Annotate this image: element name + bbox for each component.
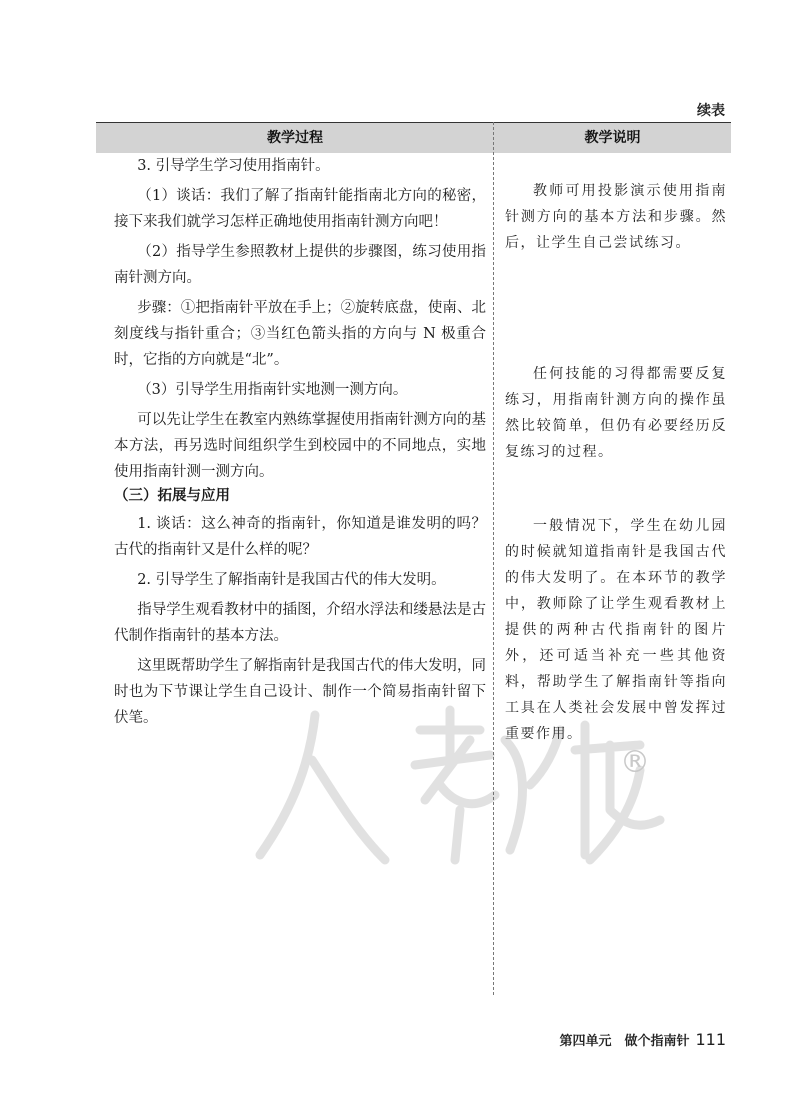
process-paragraph-3: （3）引导学生用指南针实地测一测方向。 — [137, 382, 408, 398]
process-paragraph-4: 可以先让学生在教室内熟练掌握使用指南针测方向的基本方法，再另选时间组织学生到校园中的不同地点，实地使用指南针测一测方向。 — [114, 412, 486, 480]
header-teaching-notes: 教学说明 — [584, 130, 641, 146]
process-steps: 步骤：①把指南针平放在手上；②旋转底盘，使南、北刻度线与指针重合；③当红色箭头指的方向与 N 极重合时，它指的方向就是“北”。 — [114, 300, 486, 368]
process-item3-title: 3. 引导学生学习使用指南针。 — [137, 158, 330, 174]
page-number: 111 — [695, 1030, 726, 1049]
registered-mark: ® — [620, 745, 650, 780]
continued-label: 续表 — [697, 103, 725, 119]
extension-paragraph-2: 2. 引导学生了解指南针是我国古代的伟大发明。 — [137, 572, 446, 588]
note-1-text: 教师可用投影演示使用指南针测方向的基本方法和步骤。然后，让学生自己尝试练习。 — [505, 183, 727, 251]
note-2-text: 任何技能的习得都需要反复练习，用指南针测方向的操作虽然比较简单，但仍有必要经历反复练习的过程。 — [505, 366, 727, 460]
header-teaching-process: 教学过程 — [267, 130, 323, 146]
note-1 — [505, 178, 727, 256]
note-3-text: 一般情况下，学生在幼儿园的时候就知道指南针是我国古代的伟大发明了。在本环节的教学中，教师除了让学生观看教材上提供的两种古代指南针的图片外，还可适当补充一些其他资料，帮助学生了解指南针等指向工具在人类社会发展中曾发挥过重要作用。 — [505, 518, 727, 742]
footer-chapter: 第四单元 做个指南针 — [559, 1034, 690, 1049]
page-footer — [559, 1030, 726, 1049]
process-paragraph-1: （1）谈话：我们了解了指南针能指南北方向的秘密，接下来我们就学习怎样正确地使用指南针测方向吧！ — [114, 188, 486, 230]
extension-paragraph-3: 指导学生观看教材中的插图，介绍水浮法和缕悬法是古代制作指南针的基本方法。 — [114, 602, 486, 644]
note-2 — [505, 361, 727, 465]
process-block-1 — [114, 153, 486, 489]
process-paragraph-2: （2）指导学生参照教材上提供的步骤图，练习使用指南针测方向。 — [114, 244, 486, 286]
extension-paragraph-1: 1. 谈话：这么神奇的指南针，你知道是谁发明的吗？古代的指南针又是什么样的呢？ — [114, 516, 486, 558]
watermark-logo — [240, 690, 680, 880]
extension-paragraph-4: 这里既帮助学生了解指南针是我国古代的伟大发明，同时也为下节课让学生自己设计、制作一个简易指南针留下伏笔。 — [114, 658, 486, 726]
section-extension-title: （三）拓展与应用 — [114, 488, 230, 504]
table-header — [96, 122, 731, 153]
